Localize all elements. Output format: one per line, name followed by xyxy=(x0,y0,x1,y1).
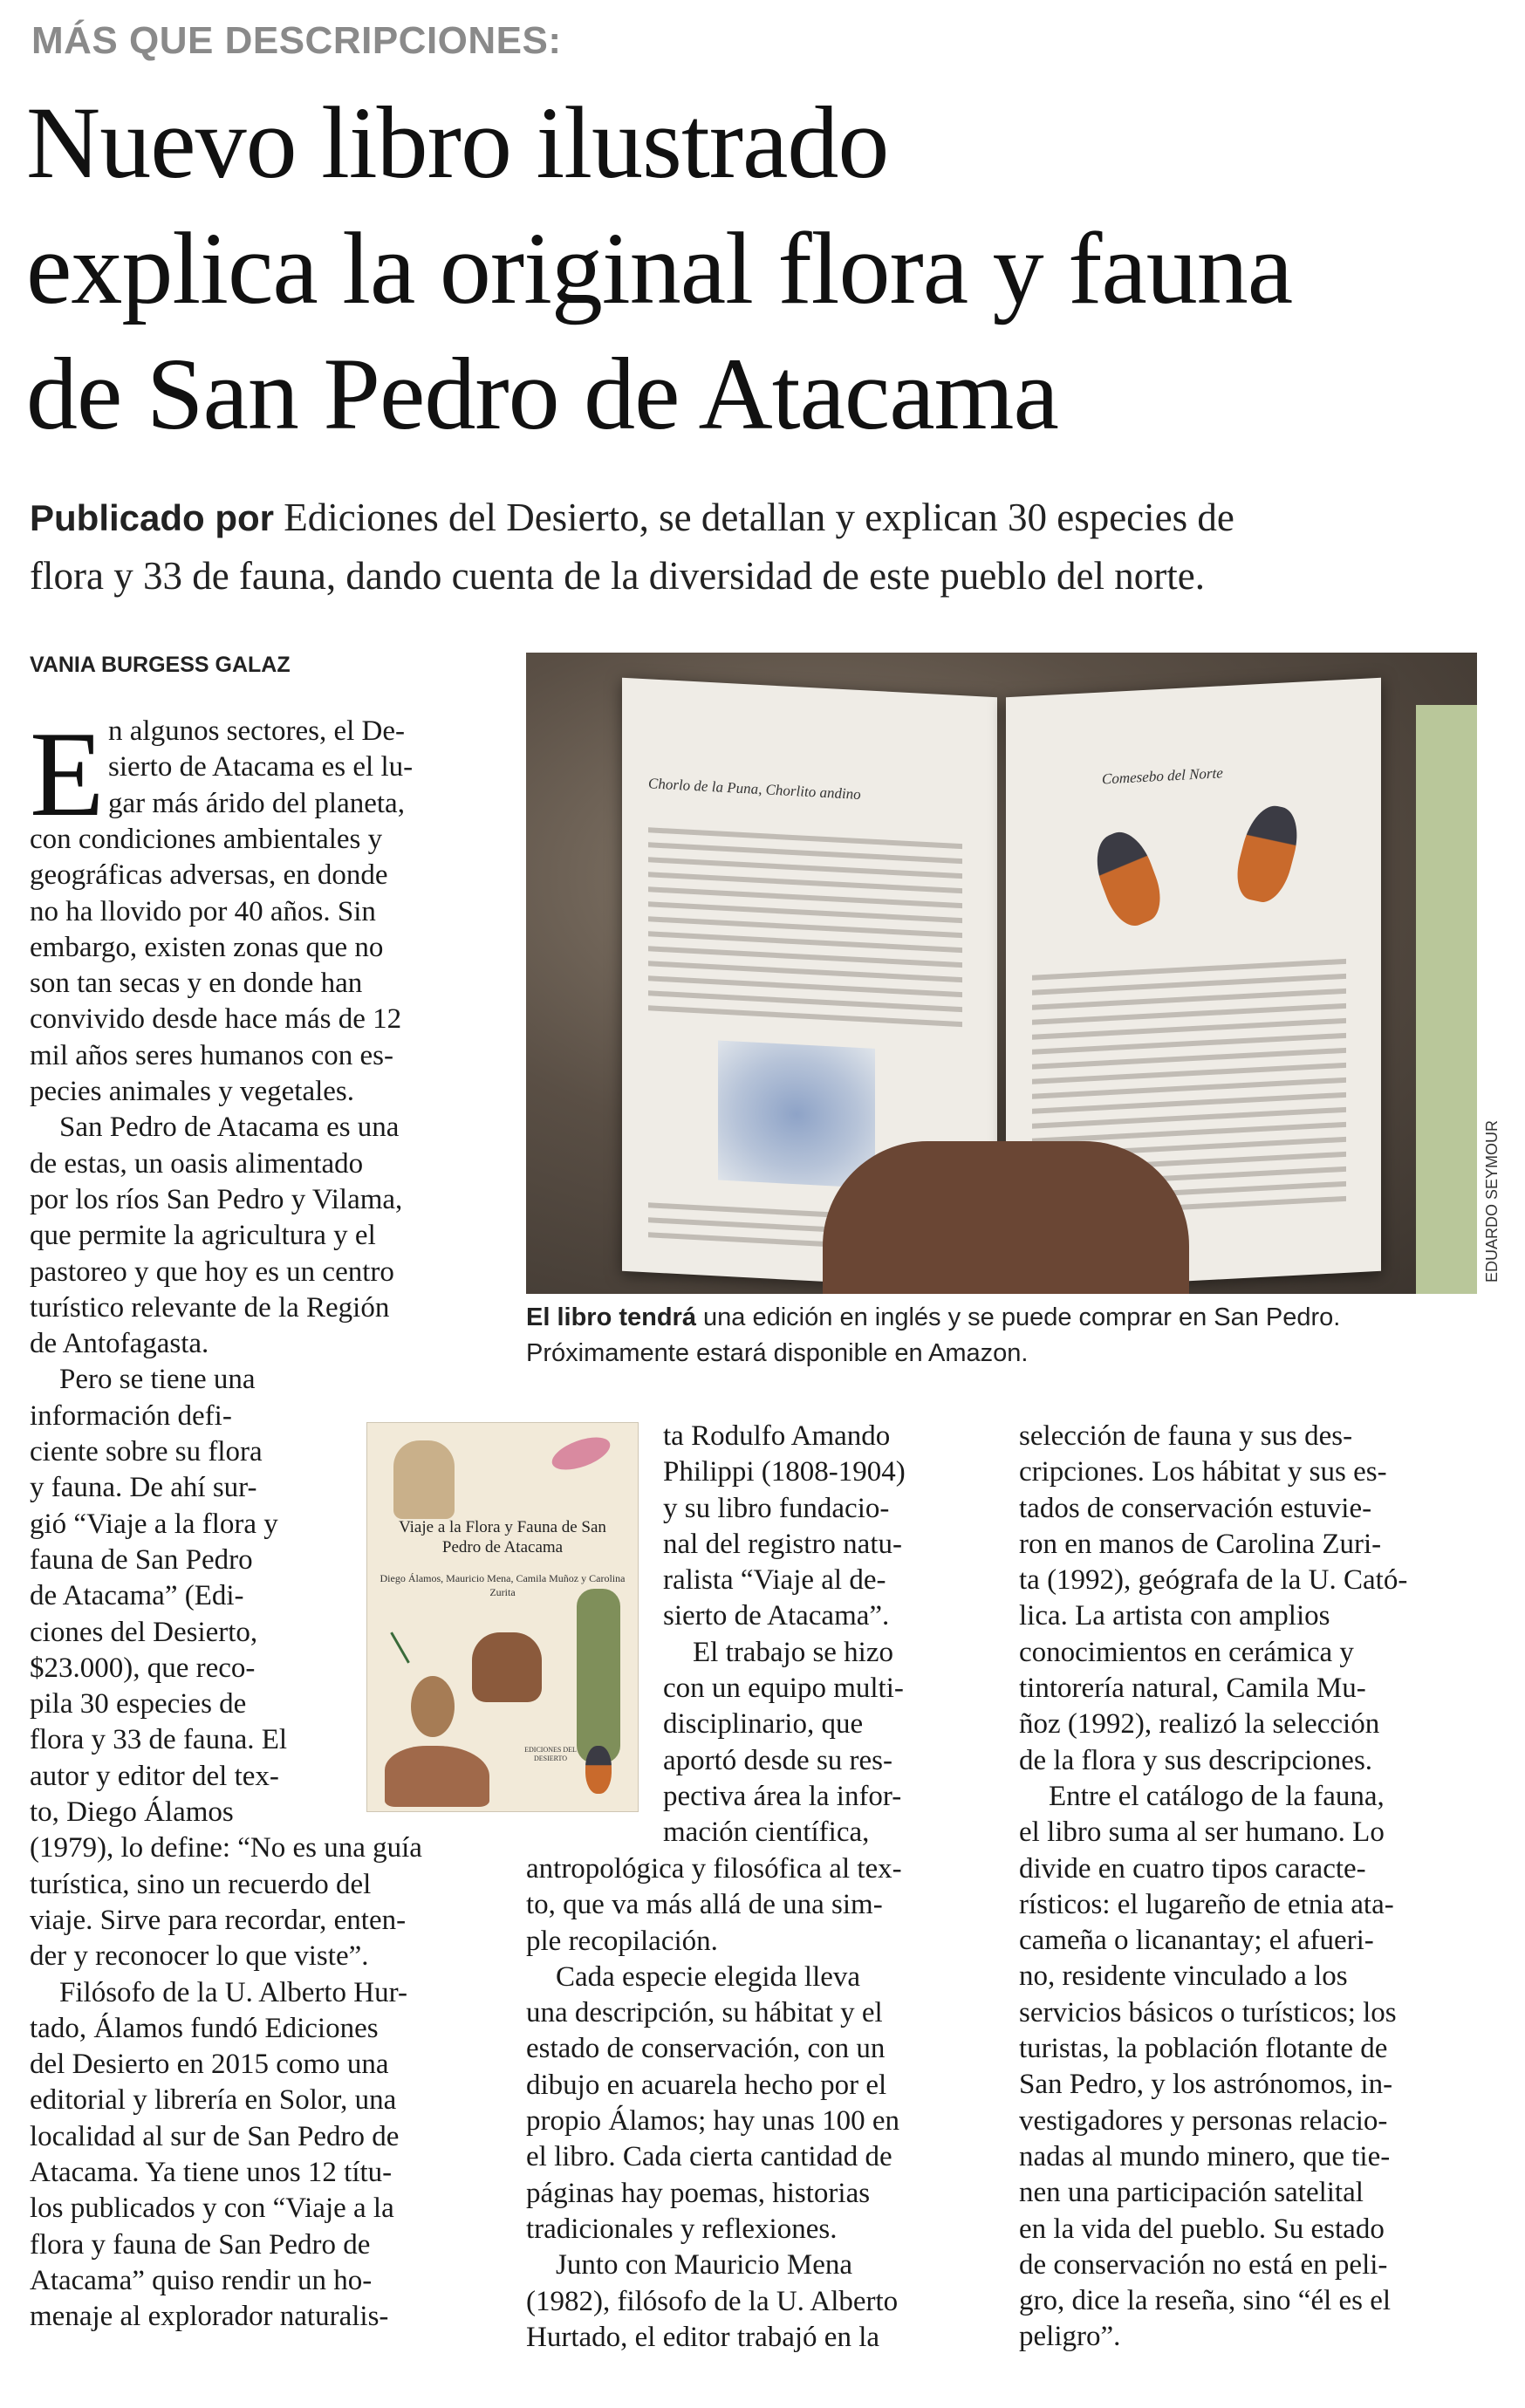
body-line: Junto con Mauricio Mena xyxy=(556,2249,853,2281)
deck xyxy=(30,489,1504,605)
body-column-2-lower xyxy=(526,1851,902,2356)
body-line: Cada especie elegida lleva xyxy=(556,1960,861,1993)
body-line: Atacama” quiso rendir un ho- xyxy=(30,2264,373,2296)
body-line: y su libro fundacio- xyxy=(663,1492,890,1524)
cover-vessel xyxy=(472,1632,542,1702)
body-line: los publicados y con “Viaje a la xyxy=(30,2193,394,2225)
body-line: tados de conservación estuvie- xyxy=(1019,1492,1372,1524)
headline-line: explica la original flora y fauna xyxy=(26,211,1293,325)
caption-line-1 xyxy=(526,1300,1486,1336)
body-line: to, Diego Álamos xyxy=(30,1796,234,1829)
cover-rodent xyxy=(411,1676,455,1737)
body-line: disciplinario, que xyxy=(663,1708,864,1741)
body-line: una descripción, su hábitat y el xyxy=(526,1997,883,2029)
body-line: antropológica y filosófica al tex- xyxy=(526,1853,902,1885)
body-line: der y reconocer lo que viste”. xyxy=(30,1940,369,1973)
headline-line: Nuevo libro ilustrado xyxy=(26,86,889,200)
body-line: Atacama. Ya tiene unos 12 títu- xyxy=(30,2156,393,2188)
body-line: embargo, existen zonas que no xyxy=(30,931,384,963)
body-line: de Atacama” (Edi- xyxy=(30,1580,244,1612)
bird-illustration xyxy=(1230,801,1305,906)
body-line: tado, Álamos fundó Ediciones xyxy=(30,2012,379,2044)
body-line: no ha llovido por 40 años. Sin xyxy=(30,895,376,927)
photo-background-strip xyxy=(1416,705,1477,1294)
body-line: por los ríos San Pedro y Vilama, xyxy=(30,1183,403,1215)
cover-cactus xyxy=(577,1589,620,1763)
body-line: ñoz (1992), realizó la selección xyxy=(1019,1708,1380,1741)
deck-bold: Publicado por xyxy=(30,497,275,538)
hand-holding-book xyxy=(823,1141,1189,1294)
cover-stone-head xyxy=(393,1440,455,1519)
body-line: San Pedro, y los astrónomos, in- xyxy=(1019,2069,1393,2101)
body-line: divide en cuatro tipos caracte- xyxy=(1019,1852,1366,1885)
body-line: sierto de Atacama es el lu- xyxy=(108,751,414,783)
body-line: gar más árido del planeta, xyxy=(108,787,405,819)
body-line: estado de conservación, con un xyxy=(526,2033,886,2065)
body-line: cripciones. Los hábitat y sus es- xyxy=(1019,1456,1387,1488)
body-line: fauna de San Pedro xyxy=(30,1543,253,1576)
body-line: de Antofagasta. xyxy=(30,1328,209,1360)
body-line: convivido desde hace más de 12 xyxy=(30,1003,402,1036)
body-line: n algunos sectores, el De- xyxy=(108,715,405,747)
body-line: vestigadores y personas relacio- xyxy=(1019,2104,1388,2137)
body-line: tintorería natural, Camila Mu- xyxy=(1019,1673,1366,1705)
drop-cap: E xyxy=(30,707,105,842)
caption-line-1-rest: una edición en inglés y se puede comprar en San Pedro. xyxy=(695,1303,1341,1331)
body-line: Pero se tiene una xyxy=(59,1364,256,1396)
body-line: El trabajo se hizo xyxy=(693,1636,894,1668)
caption-bold: El libro tendrá xyxy=(526,1303,696,1331)
body-line: de la flora y sus descripciones. xyxy=(1019,1744,1373,1776)
body-line: páginas hay poemas, historias xyxy=(526,2177,871,2209)
body-line: Hurtado, el editor trabajó en la xyxy=(526,2321,880,2353)
body-line: ciones del Desierto, xyxy=(30,1616,258,1648)
body-line: el libro. Cada cierta cantidad de xyxy=(526,2141,892,2173)
body-line: (1979), lo define: “No es una guía xyxy=(30,1832,422,1864)
body-line: de estas, un oasis alimentado xyxy=(30,1147,364,1180)
body-line: que permite la agricultura y el xyxy=(30,1220,376,1252)
body-line: mación científica, xyxy=(663,1816,870,1849)
body-line: sierto de Atacama”. xyxy=(663,1600,890,1632)
body-line: Philippi (1808-1904) xyxy=(663,1456,906,1488)
body-line: to, que va más allá de una sim- xyxy=(526,1889,883,1921)
body-line: servicios básicos o turísticos; los xyxy=(1019,1996,1397,2028)
body-line: propio Álamos; hay unas 100 en xyxy=(526,2105,900,2138)
body-line: selección de fauna y sus des- xyxy=(1019,1420,1353,1452)
body-line: (1982), filósofo de la U. Alberto xyxy=(526,2285,899,2317)
body-line: de conservación no está en peli- xyxy=(1019,2248,1388,2281)
body-line: ciente sobre su flora xyxy=(30,1436,263,1468)
byline: VANIA BURGESS GALAZ xyxy=(30,653,291,677)
body-line: tradicionales y reflexiones. xyxy=(526,2213,838,2245)
body-line: geográficas adversas, en donde xyxy=(30,859,388,892)
bird-illustration xyxy=(1087,824,1169,933)
body-line: el libro suma al ser humano. Lo xyxy=(1019,1816,1385,1849)
headline-line: de San Pedro de Atacama xyxy=(26,337,1058,451)
body-line: ta (1992), geógrafa de la U. Cató- xyxy=(1019,1564,1408,1597)
body-line: cameña o licanantay; el afueri- xyxy=(1019,1925,1374,1957)
body-line: conocimientos en cerámica y xyxy=(1019,1636,1354,1668)
body-line: pastoreo y que hoy es un centro xyxy=(30,1255,394,1288)
body-line: no, residente vinculado a los xyxy=(1019,1960,1348,1993)
body-line: nen una participación satelital xyxy=(1019,2177,1364,2209)
body-line: en la vida del pueblo. Su estado xyxy=(1019,2213,1385,2245)
body-line: menaje al explorador naturalis- xyxy=(30,2301,389,2333)
deck-line-2: flora y 33 de fauna, dando cuenta de la diversidad de este pueblo del norte. xyxy=(30,554,1205,598)
body-line: Filósofo de la U. Alberto Hur- xyxy=(59,1976,407,2008)
page-left-title: Chorlo de la Puna, Chorlito andino xyxy=(648,775,861,804)
body-line: pila 30 especies de xyxy=(30,1688,247,1720)
body-line: gro, dice la reseña, sino “él es el xyxy=(1019,2285,1392,2317)
body-line: turistas, la población flotante de xyxy=(1019,2033,1388,2065)
deck-line-1 xyxy=(30,489,1504,547)
body-line: y fauna. De ahí sur- xyxy=(30,1472,257,1504)
body-line: $23.000), que reco- xyxy=(30,1652,256,1684)
article-photo xyxy=(526,653,1477,1294)
body-column-3 xyxy=(1019,1419,1407,2356)
bird-watercolor-image xyxy=(718,1040,875,1187)
body-line: flora y fauna de San Pedro de xyxy=(30,2228,371,2261)
cover-title: Viaje a la Flora y Fauna de San Pedro de Atacama xyxy=(399,1518,606,1556)
body-column-1-intro xyxy=(108,714,413,822)
body-line: San Pedro de Atacama es una xyxy=(59,1112,400,1144)
body-line: nadas al mundo minero, que tie- xyxy=(1019,2140,1391,2172)
body-line: localidad al sur de San Pedro de xyxy=(30,2120,400,2152)
body-line: aportó desde su res- xyxy=(663,1744,893,1776)
body-line: dibujo en acuarela hecho por el xyxy=(526,2069,887,2101)
body-line: ron en manos de Carolina Zuri- xyxy=(1019,1528,1382,1560)
photo-caption xyxy=(526,1300,1486,1372)
body-line: con condiciones ambientales y xyxy=(30,824,383,855)
body-line: ple recopilación. xyxy=(526,1925,718,1957)
body-line: información defi- xyxy=(30,1399,232,1432)
body-column-2 xyxy=(663,1419,906,1851)
cover-publisher: EDICIONES DEL DESIERTO xyxy=(524,1746,577,1762)
photo-credit: EDUARDO SEYMOUR xyxy=(1483,1119,1501,1283)
body-line: ta Rodulfo Amando xyxy=(663,1420,891,1452)
body-line: con un equipo multi- xyxy=(663,1673,904,1705)
headline xyxy=(26,80,1509,457)
body-line: viaje. Sirve para recordar, enten- xyxy=(30,1904,407,1936)
body-line: editorial y librería en Solor, una xyxy=(30,2084,397,2117)
cover-llama xyxy=(385,1746,489,1807)
body-line: turístico relevante de la Región xyxy=(30,1291,390,1324)
cover-plant xyxy=(390,1592,478,1663)
cover-flamingo xyxy=(548,1431,614,1476)
body-line: flora y 33 de fauna. El xyxy=(30,1724,288,1756)
body-line: ralista “Viaje al de- xyxy=(663,1564,886,1597)
cover-authors: Diego Álamos, Mauricio Mena, Camila Muñoz y Carolina Zurita xyxy=(380,1572,626,1598)
body-line: rísticos: el lugareño de etnia ata- xyxy=(1019,1888,1394,1920)
deck-line-1-rest: Ediciones del Desierto, se detallan y explican 30 especies de xyxy=(274,496,1234,539)
page-left-text xyxy=(648,827,962,1036)
body-line: peligro”. xyxy=(1019,2321,1121,2353)
body-line: gió “Viaje a la flora y xyxy=(30,1508,278,1540)
body-line: nal del registro natu- xyxy=(663,1528,902,1560)
body-line: son tan secas y en donde han xyxy=(30,968,363,1000)
kicker: MÁS QUE DESCRIPCIONES: xyxy=(31,19,562,62)
body-line: pectiva área la infor- xyxy=(663,1780,902,1812)
body-line: lica. La artista con amplios xyxy=(1019,1600,1330,1632)
book-cover-image xyxy=(366,1422,639,1812)
body-line: pecies animales y vegetales. xyxy=(30,1076,355,1108)
body-line: turística, sino un recuerdo del xyxy=(30,1868,372,1900)
body-line: autor y editor del tex- xyxy=(30,1760,279,1792)
body-line: Entre el catálogo de la fauna, xyxy=(1049,1780,1385,1812)
body-line: del Desierto en 2015 como una xyxy=(30,2049,389,2081)
caption-line-2: Próximamente estará disponible en Amazon. xyxy=(526,1339,1029,1367)
cover-bird xyxy=(585,1746,612,1794)
body-column-1 xyxy=(30,822,422,2335)
page-right-title: Comesebo del Norte xyxy=(1102,764,1223,788)
body-line: mil años seres humanos con es- xyxy=(30,1039,393,1071)
